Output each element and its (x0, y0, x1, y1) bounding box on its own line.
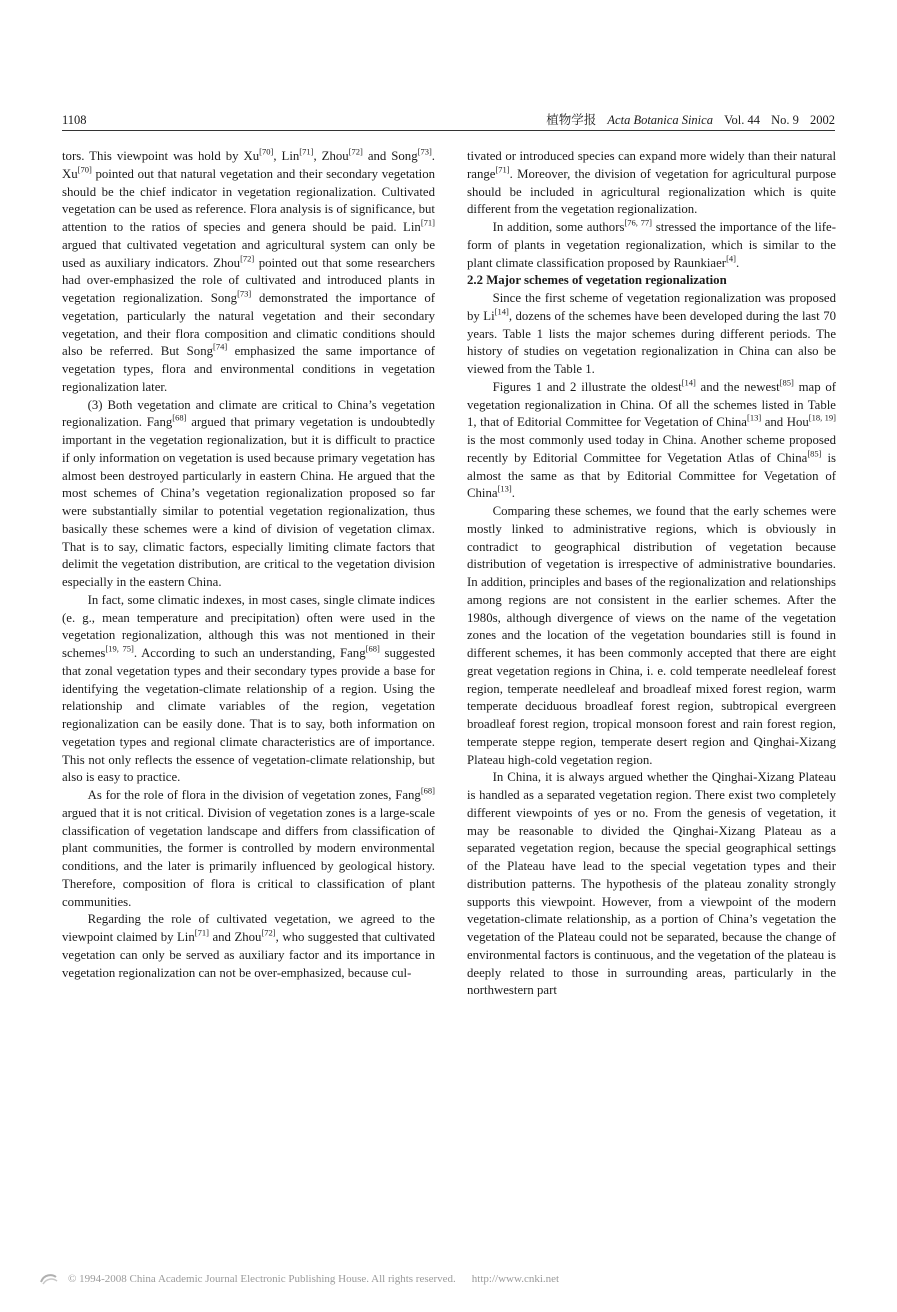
journal-volume: Vol. 44 (724, 113, 760, 127)
citation-ref: [73] (237, 288, 252, 299)
paragraph-text: . (735, 255, 740, 270)
paragraph (467, 379, 836, 503)
citation-ref: [70] (259, 146, 274, 157)
citation-ref: [71] (495, 164, 510, 175)
citation-ref: [71] (420, 217, 435, 228)
journal-year: 2002 (810, 113, 835, 127)
citation-ref: [13] (747, 412, 762, 423)
citation-ref: [14] (681, 377, 696, 388)
paragraph-text: As for the role of flora in the division of vegetation zones, Fang (87, 788, 421, 802)
paragraph-text: . According to such an understanding, Fang (133, 646, 366, 660)
paragraph (467, 503, 836, 769)
journal-info (538, 110, 835, 128)
paragraph-text: stressed the importance of the life-form of plants in vegetation regionalization, which is similar to the plant climate classification proposed by Raunkiaer (467, 220, 836, 270)
paragraph-text: tors. This viewpoint was hold by Xu (62, 149, 260, 163)
paragraph-text: , dozens of the schemes have been developed during the last 70 years. Table 1 lists the major schemes during different periods. The history of studies on vegetation regionalization in China can also be viewed from the Table 1. (467, 308, 836, 376)
paragraph (62, 592, 435, 787)
citation-ref: [70] (77, 164, 92, 175)
paragraph-text: In addition, some authors (492, 220, 625, 234)
paragraph-text: Figures 1 and 2 illustrate the oldest (492, 379, 682, 394)
paragraph (467, 148, 836, 219)
cnki-logo-icon (38, 1272, 60, 1286)
citation-ref: [14] (494, 306, 509, 317)
citation-ref: [72] (261, 927, 276, 938)
paragraph (467, 769, 836, 1000)
right-column (467, 148, 836, 1000)
paragraph-text: argued that cultivated vegetation and agricultural system can only be used as auxiliary indicators. Zhou (62, 237, 435, 270)
paragraph-text: suggested that zonal vegetation types and their secondary types provide a base for identifying the vegetation-climate relationship of a region. Using the relationship and climate variables of the region, vegetation regionalization can be easily done. That is to say, both information on vegetation types and regional climate characteristics are of importance. This not only reflects the essence of vegetation-climate relationship, but also is easy to practice. (62, 646, 435, 785)
copyright-text: © 1994-2008 China Academic Journal Electronic Publishing House. All rights reserved. (68, 1273, 456, 1285)
left-column (62, 148, 435, 982)
paragraph-text: tivated or introduced species can expand more widely than their natural range (467, 149, 836, 181)
paragraph-text: , Zhou (313, 149, 349, 163)
paragraph (62, 787, 435, 911)
paragraph (467, 290, 836, 379)
citation-ref: [68] (420, 785, 435, 796)
paragraph-text: In China, it is always argued whether the Qinghai-Xizang Plateau is handled as a separated vegetation region. There exist two completely different viewpoints of yes or no. From the genesis of vegetation, it may be reasonable to divided the Qinghai-Xizang Plateau as a separated vegetation region, because the special geographical settings of the Plateau have lead to the special vegetation types and their distribution patterns. The hypothesis of the plateau zonality strongly supports this viewpoint. However, from a viewpoint of the modern vegetation-climate relationship, as a portion of China’s vegetation the vegetation of the Plateau could not be separated, because the change of environmental factors is continuous, and the vegetation of the plateau is deeply related to those in surrounding areas, particularly in the northwestern part (467, 770, 836, 998)
paragraph-text: and Zhou (208, 930, 262, 944)
footer (38, 1272, 559, 1286)
paragraph-text: is almost the same as that by Editorial Committee for Vegetation of China (467, 450, 836, 501)
paragraph (62, 397, 435, 592)
running-header (62, 108, 835, 128)
paragraph-text: and Song (362, 149, 418, 163)
citation-ref: [73] (417, 146, 432, 157)
paragraph-text: pointed out that natural vegetation and their secondary vegetation should be the chief indicator in vegetation regionalization. Cultivated vegetation can be used as reference. Flora analysis is of significance, but attention to the ratios of species and genera should be paid. Lin (62, 166, 435, 234)
paragraph (467, 219, 836, 272)
paragraph-text: Comparing these schemes, we found that the early schemes were mostly linked to administrative regions, which is obviously in contradict to geographical distribution of vegetation because distribution of vegetation is irrespective of administrative boundaries. In addition, principles and bases of the regionalization and relationships among regions are not consistent in the earlier schemes. After the 1980s, although divergence of views on the name of the vegetation zones and the location of the vegetation boundaries still is found in different schemes, it has been commonly accepted that there are eight great vegetation regions in China, i. e. cold temperate needleleaf forest region, temperate needleleaf and broadleaf mixed forest region, warm temperate deciduous broadleaf forest region, subtropical evergreen broadleaf forest region, tropical monsoon forest and rain forest region, temperate steppe region, temperate desert region and Qinghai-Xizang Plateau high-cold vegetation region. (467, 504, 836, 767)
paragraph-text: emphasized the same importance of vegetation types, flora and environmental conditions in vegetation regionalization later. (62, 344, 435, 394)
paragraph-text: (3) Both vegetation and climate are critical to China’s vegetation regionalization. Fang (62, 397, 435, 430)
paragraph-text: , Lin (273, 149, 300, 163)
journal-title-en: Acta Botanica Sinica (607, 113, 713, 127)
paragraph-text: Since the first scheme of vegetation regionalization was proposed by Li (467, 291, 836, 323)
citation-ref: [68] (172, 412, 187, 423)
citation-ref: [72] (240, 253, 255, 264)
citation-ref: [13] (497, 483, 512, 494)
paragraph-text: , who suggested that cultivated vegetation can only be served as auxiliary factor and its importance in vegetation regionalization can not be over-emphasized, because cul- (62, 930, 435, 980)
paragraph (62, 911, 435, 982)
paragraph-text: argued that it is not critical. Division of vegetation zones is a large-scale classification of vegetation landscape and differs from classification of plant communities, the former is controlled by modern environmental conditions, and the later is primarily influenced by geological history. Therefore, composition of flora is critical to classification of plant communities. (62, 805, 435, 909)
citation-ref: [4] (726, 253, 736, 264)
citation-ref: [68] (365, 643, 380, 654)
paragraph-text: . Moreover, the division of vegetation for agricultural purpose should be included in agricultural regionalization which is quite different from the vegetation regionalization. (467, 166, 836, 217)
paragraph-text: In fact, some climatic indexes, in most cases, single climate indices (e. g., mean temperature and precipitation) often were used in the vegetation regionalization, although this was not mentioned in their schemes (62, 592, 435, 660)
paragraph-text: and the newest (695, 379, 780, 394)
section-heading: 2.2 Major schemes of vegetation regionalization (467, 273, 727, 288)
citation-ref: [85] (807, 448, 822, 459)
paragraph-text: argued that primary vegetation is undoubtedly important in the vegetation regionalization, but it is difficult to practice if only information on vegetation is used because primary vegetation has almost been destroyed particularly in eastern China. He argued that the most schemes of China’s vegetation regionalization proposed so far were substantially similar to potential vegetation regionalization, thus basically these schemes were a kind of division of vegetation climax. That is to say, climatic factors, especially limiting climate factors that delimit the vegetation distribution, are critical to the vegetation division especially in the eastern China. (62, 415, 436, 589)
paragraph-text: is the most commonly used today in China. Another scheme proposed recently by Editorial Committee for Vegetation Atlas of China (467, 433, 836, 465)
citation-ref: [76, 77] (624, 217, 652, 228)
citation-ref: [71] (299, 146, 314, 157)
header-rule (62, 130, 835, 131)
citation-ref: [18, 19] (808, 412, 837, 423)
citation-ref: [71] (194, 927, 209, 938)
citation-ref: [72] (348, 146, 363, 157)
citation-ref: [19, 75] (105, 643, 134, 654)
citation-ref: [74] (213, 341, 228, 352)
page-number: 1108 (62, 113, 87, 127)
paragraph-text: and Hou (761, 415, 809, 430)
paragraph-text: . (511, 486, 515, 501)
citation-ref: [85] (779, 377, 794, 388)
journal-issue: No. 9 (771, 113, 799, 127)
footer-url[interactable]: http://www.cnki.net (471, 1273, 560, 1285)
paragraph (62, 148, 435, 397)
paragraph-text: demonstrated the importance of vegetation, particularly the natural vegetation and their secondary vegetation, and their flora composition and climatic conditions should also be referred. But Song (62, 291, 436, 359)
journal-title-cn: 植物学报 (546, 113, 597, 127)
paragraph-text: Regarding the role of cultivated vegetation, we agreed to the viewpoint claimed by Lin (62, 912, 435, 944)
paragraph-text: map of vegetation regionalization in China. Of all the schemes listed in Table 1, that of Editorial Committee for Vegetation of China (467, 379, 837, 430)
paragraph-text: . Xu (62, 149, 435, 181)
paragraph-text: pointed out that some researchers had over-emphasized the role of cultivated and introduced plants in vegetation regionalization. Song (62, 255, 435, 305)
